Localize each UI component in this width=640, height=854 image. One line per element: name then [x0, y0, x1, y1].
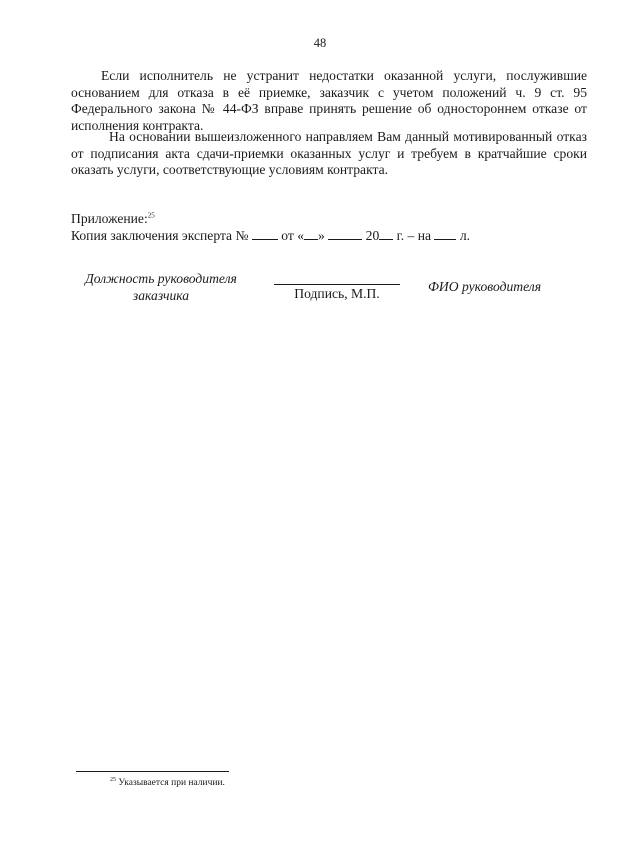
attachment-from: от «	[281, 227, 305, 243]
footnote-separator	[76, 771, 229, 772]
signature-name-label: ФИО руководителя	[428, 279, 542, 294]
paragraph-refusal-conditions	[71, 68, 587, 134]
attachment-year-suffix: г. – на	[396, 227, 431, 243]
attachment-year-prefix: 20	[365, 227, 380, 243]
attachment-sheets-suffix: л.	[459, 227, 470, 243]
attachment-quote-close: »	[318, 227, 325, 243]
attachment-label: Приложение:	[71, 211, 148, 226]
signature-sign-block	[273, 268, 401, 302]
footnote	[110, 777, 225, 789]
paragraph-text: Если исполнитель не устранит недостатки оказанной услуги, послужившие основанием для отказа в её приемке, заказчик с учетом положений ч. 9 ст. 95 Федерального закона № 44-ФЗ вправе принять решение об одностороннем отказе от исполнения контракта.	[71, 68, 587, 133]
blank-sheets-field	[434, 228, 456, 240]
attachment-block	[71, 211, 470, 244]
attachment-line-start: Копия заключения эксперта №	[71, 227, 249, 243]
paragraph-refusal-statement	[71, 129, 587, 179]
paragraph-text: На основании вышеизложенного направляем Вам данный мотивированный отказ от подписания акта сдачи-приемки оказанных услуг и требуем в кратчайшие сроки оказать услуги, соответствующие условиям контракта.	[71, 129, 587, 177]
footnote-text: Указывается при наличии.	[118, 778, 225, 788]
signature-sign-label: Подпись, М.П.	[294, 286, 380, 301]
footnote-reference: 25	[147, 211, 155, 220]
signature-position	[70, 270, 252, 304]
page-number: 48	[313, 36, 327, 50]
blank-month-field	[328, 228, 362, 240]
footnote-number: 25	[110, 776, 116, 783]
blank-number-field	[252, 228, 278, 240]
signature-position-line1: Должность руководителя	[85, 271, 237, 286]
blank-day-field	[304, 228, 318, 240]
signature-position-line2: заказчика	[132, 288, 190, 303]
attachment-heading	[71, 211, 470, 228]
attachment-line	[71, 228, 470, 245]
blank-year-field	[379, 228, 393, 240]
